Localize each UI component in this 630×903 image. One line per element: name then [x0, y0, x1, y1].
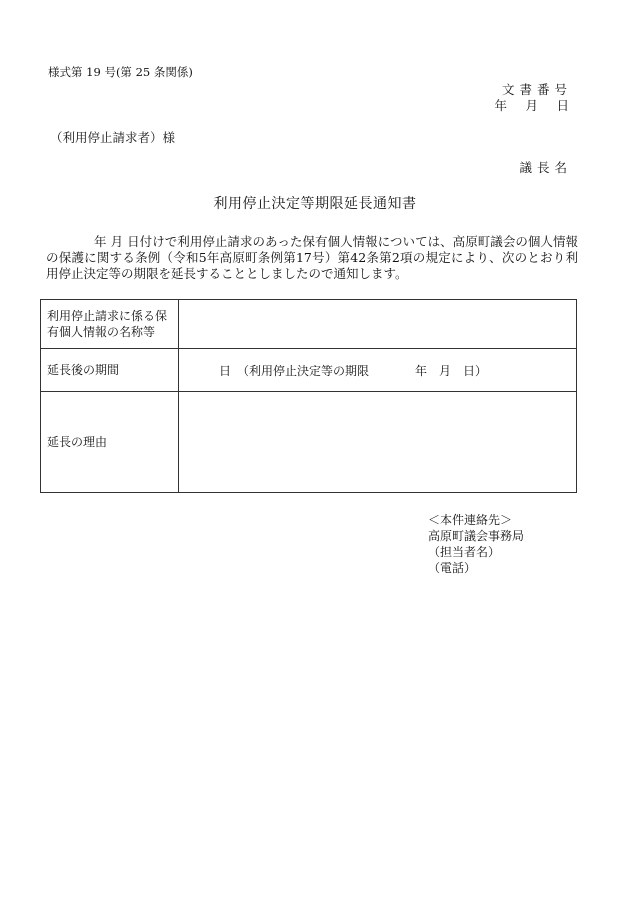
document-number-label: 文書番号	[501, 82, 572, 97]
period-day-label: 日	[219, 364, 232, 378]
table-row	[41, 392, 577, 493]
contact-block	[428, 512, 524, 576]
deadline-label: （利用停止決定等の期限	[237, 364, 370, 378]
table-row	[41, 349, 577, 392]
document-title: 利用停止決定等期限延長通知書	[213, 196, 417, 212]
table-row	[41, 300, 577, 349]
contact-heading: ＜本件連絡先＞	[428, 513, 513, 527]
deadline-date: 年 月 日）	[415, 364, 488, 378]
extended-period-value	[179, 349, 577, 392]
issuer-name: 議長名	[519, 160, 572, 175]
info-name-label: 利用停止請求に係る保有個人情報の名称等	[41, 300, 179, 349]
contact-phone: （電話）	[428, 561, 477, 575]
extension-reason-value	[179, 392, 577, 493]
extended-period-label: 延長後の期間	[41, 349, 179, 392]
body-paragraph	[46, 234, 578, 282]
contact-office: 高原町議会事務局	[428, 529, 525, 543]
body-text: 付けで利用停止請求のあった保有個人情報については、高原町議会の個人情報の保護に関する条例（令和5年高原町条例第17号）第42条第2項の規定により、次のとおり利用停止決定等の期限を延長することとしましたので通知します。	[46, 234, 578, 281]
form-number-label: 様式第 19 号(第 25 条関係)	[48, 65, 193, 79]
extension-info-table	[40, 299, 577, 493]
info-name-value	[179, 300, 577, 349]
extension-reason-label: 延長の理由	[41, 392, 179, 493]
document-date-label: 年 月 日	[494, 98, 572, 113]
body-date-prefix: 年 月 日	[94, 234, 140, 249]
addressee: （利用停止請求者）様	[50, 130, 176, 145]
contact-person: （担当者名）	[428, 545, 501, 559]
